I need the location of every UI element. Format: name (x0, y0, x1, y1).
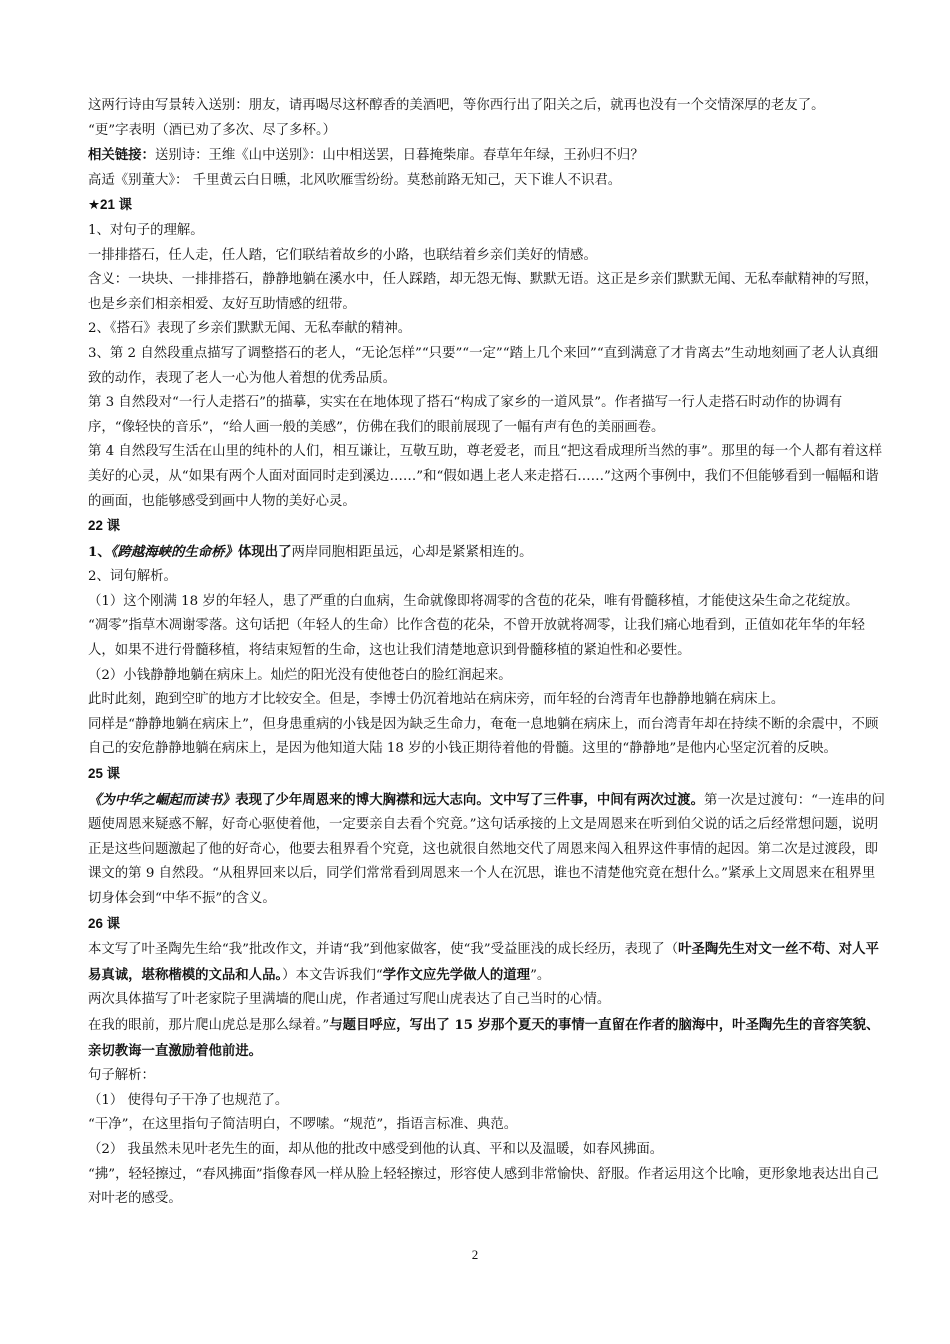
section-heading (88, 514, 888, 540)
paragraph (88, 713, 888, 762)
paragraph (88, 1138, 888, 1163)
paragraph (88, 988, 888, 1013)
paragraph (88, 565, 888, 590)
text-run: 22 课 (88, 518, 121, 534)
text-run: 学作文应先学做人的道理 (382, 966, 531, 983)
text-run: 表现了少年周恩来的博大胸襟和远大志向。文中写了三件事，中间有两次过渡。 (235, 791, 704, 808)
text-run: 含义：一块块、一排排搭石，静静地躺在溪水中，任人踩踏，却无怨无悔、默默无语。这正是乡亲们默默无闻、无私奉献精神的写照，也是乡亲们相亲相爱、友好互助情感的纽带。 (88, 272, 879, 312)
text-run: “拂”，轻轻擦过，“春风拂面”指像春风一样从脸上轻轻擦过，形容使人感到非常愉快、舒服。作者运用这个比喻，更形象地表达出自己对叶老的感受。 (88, 1166, 879, 1207)
paragraph (88, 268, 888, 317)
section-heading (88, 193, 888, 219)
text-run: 2、《搭石》表现了乡亲们默默无闻、无私奉献的精神。 (88, 321, 412, 337)
paragraph (88, 169, 888, 194)
text-run: 1、 (88, 543, 111, 560)
text-run: 第 4 自然段写生活在山里的纯朴的人们，相互谦让，互敬互助，尊老爱老，而且“把这看成理所当然的事”。那里的每一个人都有着这样美好的心灵，从“如果有两个人面对面同时走到溪边……”和“假如遇上老人来走搭石……”这两个事例中，我们不但能够看到一幅幅和谐的画面，也能够感受到画中人物的美好心灵。 (88, 444, 882, 509)
paragraph (88, 614, 888, 663)
paragraph (88, 540, 888, 566)
text-run: 同样是“静静地躺在病床上”，但身患重病的小钱是因为缺乏生命力，奄奄一息地躺在病床上，而台湾青年却在持续不断的余震中，不顾自己的安危静静地躺在病床上，是因为他知道大陆 18 岁的小钱正期待着他的骨髓。这里的“静静地”是他内心坚定沉着的反映。 (88, 716, 879, 757)
paragraph (88, 342, 888, 391)
text-run: ★21 课 (88, 197, 133, 213)
text-run: 两岸同胞相距虽远，心却是紧紧相连的。 (291, 544, 533, 560)
text-run: 26 课 (88, 915, 121, 931)
paragraph (88, 937, 888, 988)
text-run: （1）这个刚满 18 岁的年轻人，患了严重的白血病，生命就像即将凋零的含苞的花朵，唯有骨髓移植，才能使这朵生命之花绽放。 (88, 593, 859, 609)
paragraph (88, 391, 888, 440)
text-run: 一排排搭石，任人走，任人踏，它们联结着故乡的小路，也联结着乡亲们美好的情感。 (88, 247, 597, 263)
paragraph (88, 788, 888, 912)
text-run: 高适《别董大》： 千里黄云白日曛，北风吹雁雪纷纷。莫愁前路无知己，天下谁人不识君。 (88, 172, 622, 188)
paragraph (88, 317, 888, 342)
text-run: 第 3 自然段对“一行人走搭石”的描摹，实实在在地体现了搭石“构成了家乡的一道风景”。作者描写一行人走搭石时动作的协调有序，“像轻快的音乐”，“给人画一般的美感”，仿佛在我们的眼前展现了一幅有声有色的美丽画卷。 (88, 395, 843, 435)
paragraph (88, 1113, 888, 1138)
document-body (88, 94, 888, 1212)
paragraph (88, 664, 888, 689)
text-run: 送别诗：王维《山中送别》：山中相送罢，日暮掩柴扉。春草年年绿，王孙归不归？ (154, 148, 644, 164)
text-run: 两次具体描写了叶老家院子里满墙的爬山虎，作者通过写爬山虎表达了自己当时的心情。 (88, 992, 611, 1008)
text-run: （1） 使得句子干净了也规范了。 (88, 1092, 289, 1108)
text-run: 这两行诗由写景转入送别：朋友，请再喝尽这杯醇香的美酒吧，等你西行出了阳关之后，就再也没有一个交情深厚的老友了。 (88, 98, 825, 113)
text-run: （2）小钱静静地躺在病床上。灿烂的阳光没有使他苍白的脸红润起来。 (88, 667, 512, 683)
paragraph (88, 219, 888, 244)
text-run: 叶圣陶先生对文一丝不苟、对人平易真诚，堪称楷模的文品和人品。 (88, 941, 879, 983)
paragraph (88, 440, 888, 514)
text-run: 2、词句解析。 (88, 569, 177, 585)
text-run: 《为中华之崛起而读书》 (88, 791, 236, 808)
text-run: 此时此刻，跑到空旷的地方才比较安全。但是，李博士仍沉着地站在病床旁，而年轻的台湾青年也静静地躺在病床上。 (88, 692, 785, 708)
text-run: 《跨越海峡的生命桥》 (110, 543, 238, 560)
text-run: ）本文告诉我们“ (282, 967, 383, 983)
paragraph (88, 590, 888, 615)
text-run: ”。 (530, 967, 551, 983)
text-run: 25 课 (88, 766, 121, 782)
paragraph (88, 244, 888, 269)
paragraph (88, 688, 888, 713)
text-run: 与题目呼应，写出了 15 岁那个夏天的事情一直留在作者的脑海中，叶圣陶先生的音容笑貌、亲切教诲一直激励着他前进。 (88, 1016, 880, 1059)
text-run: 1、对句子的理解。 (88, 222, 204, 238)
paragraph (88, 1163, 888, 1212)
section-heading (88, 762, 888, 788)
text-run: 在我的眼前，那片爬山虎总是那么绿着。” (88, 1017, 330, 1033)
text-run: “更”字表明（酒已劝了多次、尽了多杯。） (88, 122, 337, 138)
page-number: 2 (471, 1247, 479, 1262)
text-run: 句子解析： (88, 1068, 155, 1084)
text-run: 本文写了叶圣陶先生给“我”批改作文，并请“我”到他家做客，使“我”受益匪浅的成长经历，表现了（ (88, 942, 679, 958)
section-heading (88, 912, 888, 938)
paragraph (88, 143, 888, 169)
text-run: （2） 我虽然未见叶老先生的面，却从他的批改中感受到他的认真、平和以及温暖，如春风拂面。 (88, 1141, 664, 1157)
text-run: “干净”，在这里指句子简洁明白，不啰嗦。“规范”，指语言标准、典范。 (88, 1117, 518, 1133)
paragraph (88, 94, 888, 119)
paragraph (88, 119, 888, 144)
paragraph (88, 1013, 888, 1064)
text-run: 第一次是过渡句：“一连串的问题使周恩来疑惑不解，好奇心驱使着他，一定要亲自去看个究竟。”这句话承接的上文是周恩来在听到伯父说的话之后经常想问题，说明正是这些问题激起了他的好奇心，他要去租界看个究竟，这也就很自然地交代了周恩来闯入租界这件事情的起因。第二次是过渡段，即课文的第 9 自然段。“从租界回来以后，同学们常常看到周恩来一个人在沉思，谁也不清楚他究竟在想什么。”紧承上文周恩来在租界里切身体会到“中华不振”的含义。 (88, 792, 885, 906)
paragraph (88, 1064, 888, 1089)
text-run: “凋零”指草木凋谢零落。这句话把（年轻人的生命）比作含苞的花朵，不曾开放就将凋零，让我们痛心地看到，正值如花年华的年轻人，如果不进行骨髓移植，将结束短暂的生命，这也让我们清楚地意识到骨髓移植的紧迫性和必要性。 (88, 618, 865, 659)
text-run: 相关链接： (88, 147, 155, 164)
text-run: 3、第 2 自然段重点描写了调整搭石的老人，“无论怎样”“只要”“一定”“踏上几个来回”“直到满意了才肯离去”生动地刻画了老人认真细致的动作，表现了老人一心为他人着想的优秀品质。 (88, 345, 879, 386)
paragraph (88, 1089, 888, 1114)
text-run: 体现出了 (237, 543, 292, 560)
